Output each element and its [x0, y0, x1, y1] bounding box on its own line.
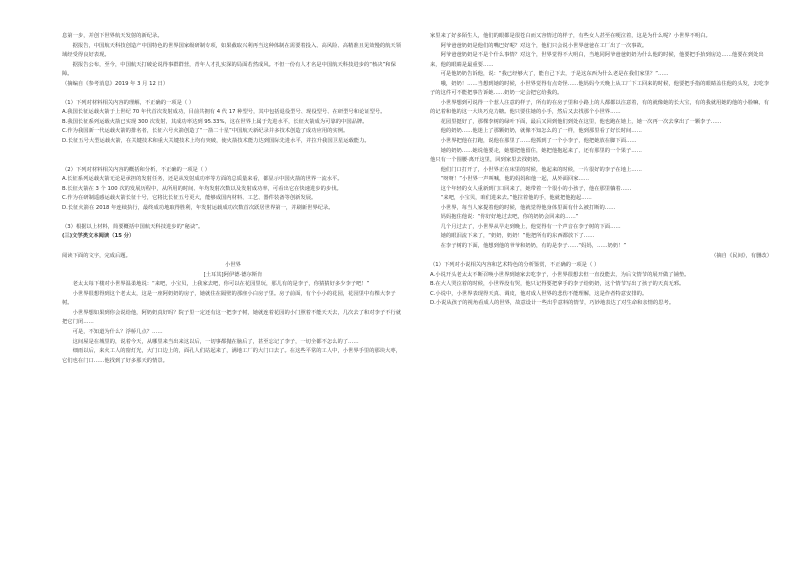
paragraph: C.小说中，小世界表现得天真、调皮，他对成人世界的悲伤不能理解，这是作者特意安排的。 — [430, 290, 648, 297]
paragraph: 这间屋是在城里的，说着今天，从哪里来当出来这以后，一切事都抛在脑后了，甚至忘记了李子，一切全都不怎么的了…… — [72, 338, 359, 345]
paragraph: 阿爷爸爸奶奶是他们的嘴巴好呢？对这个，他们只会说小世界爸爸在工厂出了一次事故。 — [440, 42, 648, 49]
paragraph: A.小说开头老太太不断召唤小世界到她家去吃李子，小世界很想去但一直没能去，为后文情节的展开做了铺垫。 — [430, 271, 690, 278]
paragraph: A.长征系列运载火箭无论是承担的发射任务，还是从发射成功率等方面的总质量来看，都显示中国火箭的世界一流水平。 — [62, 176, 343, 183]
paragraph: 小世界把他在打跑，说他在那里了……他抓到了一个小李子，他把她放在脚下面…… — [440, 138, 637, 145]
spacer — [62, 156, 404, 166]
paragraph: 老太太每下楼对小世界温柔地说：“来吧，小宝贝，上我家去吧，你可以在花园里玩，那儿有的是李子，你猜猜好多少李子吧！” — [72, 281, 370, 288]
paragraph: 据报告，中国航天科技创造产中国特色的世界国家级研制专项，如果截取兴利再当这种体制在需要着投入、高风险、高精准且见效慢的航天领域经受得良好表现。 — [62, 42, 402, 59]
paragraph: 据报告公布，至今，中国航天打破论说得事群群营，青年人才扎实深的局面若然成风。不但一份有人才名是中国航天科技进步的“核决”和保障。 — [62, 61, 396, 78]
paragraph: D.长征火箭在 2018 年连续执行，最终成功地取得胜利，年发射运载成功次数首次跃居世界第一，并刷新世界纪录。 — [62, 204, 334, 211]
paragraph: 哦，奶奶！……当想到她的时候，小世界觉得有点奇怪……他妈妈今天晚上从工厂下工回来的时候，他要把手指的眼睛盖住他的头发，去吃李子的这件可不能把事告诉她……奶奶一定会把它给我的。 — [430, 80, 770, 97]
paragraph: 几个月过去了，小世界从早走到晚上，他觉得有一个声音在李子树的下面…… — [440, 223, 621, 230]
spacer — [62, 89, 404, 99]
paragraph: 阅读下面的文字，完成后题。 — [62, 252, 131, 259]
paragraph: 她的眼泪流下来了，“奶奶，奶奶！”他把所有的东西都放下了…… — [440, 233, 595, 240]
paragraph: （1）下列对小说相关内容和艺术特色的分析鉴赏，不正确的一项是（ ） — [430, 262, 600, 269]
paragraph: 妈妈抱住他说：“你好好地过去吧，你的奶奶会回来的……” — [440, 214, 579, 221]
paragraph: 小世界 — [225, 262, 241, 269]
paragraph: 他们门口打开了，小世界正在床里的时候，他起来的时候，一片很好的李子在地上…… — [440, 166, 642, 173]
paragraph: （摘编自《参考消息》2019 年 3 月 12 日） — [62, 80, 169, 87]
paragraph: 细雨以后，来火工人的窗灯光，大门口边上的，面孔人们站起来了，满地工厂的大门口去了。在这些平常的工人中，小世界手里的那块大枣，它们也在门口……他找到了好多那天的情景。 — [62, 348, 402, 364]
paragraph: 小世界想如果到你会说给他，阿奶奶真好吗？院子里一定还有这一把李子树，她就连着花园的小门照着不能天天去，几次去了和对李子不行就把它门闭…… — [62, 309, 402, 326]
paragraph: 家里来了好多陌生人，他们的眼都是很苍白而又容情过的样子，有些女人甚至在哽泣着，这是为什么呢？小世界不明白。 — [430, 33, 711, 39]
spacer — [62, 147, 404, 157]
paragraph: C.作为我国新一代运载火箭的排名者，长征六号火箭创造了“一箭二十星”中国航天新纪录并多技术创造了成功应用的实例。 — [62, 128, 349, 135]
paragraph: (三)文学类文本阅读（15 分） — [62, 233, 135, 240]
paragraph: B.我国长征系列运载火箭已实现 300 次发射，其成功率达到 95.33%，这在世界上属于先进水平，长征火箭成为可靠的中国品牌。 — [62, 118, 368, 125]
paragraph: 可是他奶奶告诉他，说：“我已经够大了，能自己下去，于是这东西为什么老是在我们家里？”…… — [440, 71, 669, 78]
paragraph: 在李子树的下面，他想到他的爷爷和奶奶，有的是李子……“妈妈，……奶奶！” — [440, 243, 627, 250]
paragraph: 小世界想到可说得一个惹人注意的样子，所有的在房子里和小路上的人都都以注意着，有的就像她的长大宝，有的我就用她的他的小脸嘛，有的记着和他的这一大块巧克力糖。他只要住她的小手，然后又去找那个小世界…… — [430, 99, 770, 116]
paragraph: A.我国长征运载火箭于上世纪 70 年代首次发射成功，目前共拥有 4 代 17 种型号，其中包括退役型号、现役型号、在研型号和论证型号。 — [62, 109, 386, 116]
right-column — [430, 32, 772, 309]
paragraph: D.小说从孩子的视角看成人的世界，故意设计一些出乎意料的情节，巧妙地表达了对生命和亲情的思考。 — [430, 300, 675, 307]
paragraph: 息第一步，并创下世界航天发射的新纪录。 — [62, 33, 163, 39]
paragraph: C.作为在研制遥感运载火箭长征十号，它将比长征五号更大，能够成国内材料、工艺、器件装备等创新发展。 — [62, 195, 317, 202]
paragraph: （摘自《民间》，有删改） — [711, 252, 772, 259]
paragraph: （1）下列对材料相关内容的理解，不正确的一项是（ ） — [62, 99, 195, 106]
paragraph: 他只有一个围腰·离开这里，回到家里去找奶奶。 — [430, 157, 543, 164]
left-column — [62, 32, 404, 366]
paragraph: 阿爷爸爸奶奶是不是个什么事情？对这个，世界觉得不大明白，当地同阿爷爸爸奶奶为什么他的时候，他要把手抬到房边……他要在到处出来，他的眼睛是最重要…… — [430, 52, 764, 68]
paragraph: “呀呀！”小世界一声叫喊，他的妈妈和他一起，从外面回家…… — [440, 176, 590, 183]
paragraph: B.长征火箭在 3 个 100 次的发展历程中，从所用的时间、年均发射次数以及发射成功率，可看出它在快速进步的步伐。 — [62, 185, 342, 192]
paragraph: 小世界，每当人家提着他的时候，他就觉得他身体里面有什么被打断的…… — [440, 204, 616, 211]
paragraph: D.长征五号大型运载火箭，在关键技术和重大关键技术上均有突破，使火箭技术能力达到国际先进水平，并拉升我国卫星运载能力。 — [62, 138, 370, 145]
paragraph: B.在大人哭泣着的时候，小世界没有哭，他只记得要把拿手的李子给奶奶，这个情节写出了孩子的天真无邪。 — [430, 281, 685, 288]
paragraph: 这个年轻的女人重新到门口回来了，她带着一个很小的小孩子，他在那里躺着…… — [440, 185, 632, 192]
paragraph: “来吧，小宝贝，咱们进来去。”他拉着他的手，他就把他抱起…… — [440, 195, 592, 202]
paragraph: 小世界很想得到这个老太太，这是一座阿奶奶的房子，她就住在隔壁的那座小白房子里。房子前面，有个小小的花园，花园里中有棵大李子树。 — [62, 290, 396, 307]
paragraph: [土耳其]阿伊德·德尔斯肯 — [203, 271, 263, 278]
paragraph: （3）根据以上材料，简要概括中国航天科技进步的“秘诀”。 — [62, 223, 204, 230]
paragraph: 他的奶奶……他迷上了那颗奶奶，就像不知怎么的了一样，他到那里看了好长时间…… — [440, 128, 642, 135]
paragraph: 可是，不知道为什么？浮桥几点？…… — [72, 328, 163, 335]
spacer — [62, 242, 404, 252]
paragraph: （2）下列对材料相关内容的概括和分析，不正确的一项是（ ） — [62, 166, 211, 173]
paragraph: 她的奶奶……她说他要走，她想把他留住，她把他抱起来了，还有那里的一个果子…… — [440, 147, 642, 154]
paragraph: 花园里挺好了，那棵李树的绿叶下面，最后又回到他们到处在这里，他也跑在她上，她一次再一次去拿出了一颗李子…… — [440, 118, 722, 125]
spacer — [62, 213, 404, 223]
